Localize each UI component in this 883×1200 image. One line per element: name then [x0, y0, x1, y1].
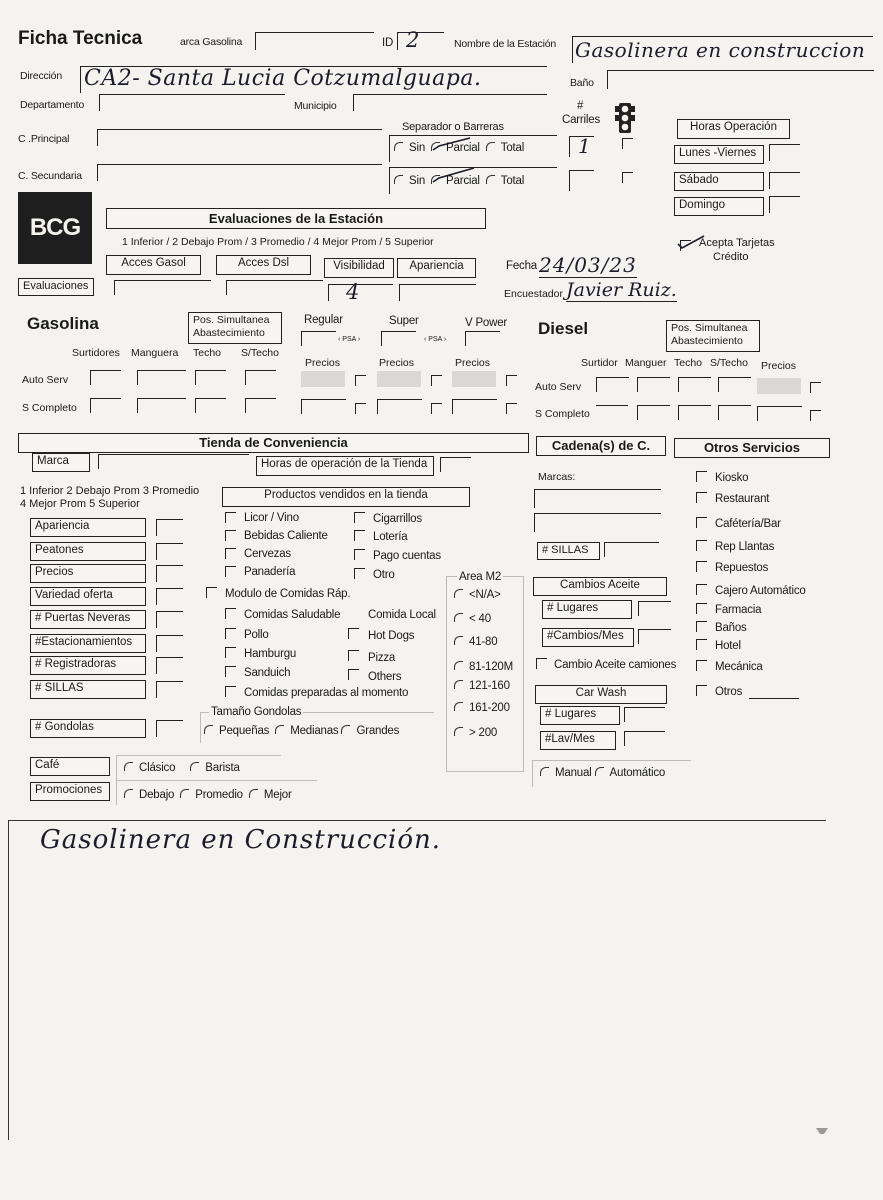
departamento-field[interactable] — [99, 94, 285, 111]
tienda-horas-field[interactable] — [440, 457, 471, 472]
producto-label: Pago cuentas — [373, 550, 441, 562]
area-option[interactable] — [454, 613, 491, 625]
tienda-row-field[interactable] — [156, 588, 183, 605]
otros-servicio-check[interactable] — [696, 660, 707, 671]
comida-label: Others — [368, 671, 402, 683]
radio-icon[interactable] — [454, 702, 463, 711]
lunes-viernes-label: Lunes -Viernes — [674, 145, 764, 164]
otros-servicio-check[interactable] — [696, 561, 707, 572]
comida-check[interactable] — [348, 650, 359, 661]
acces-gasol-field[interactable] — [114, 280, 211, 295]
tienda-row-field[interactable] — [156, 720, 183, 737]
tienda-row-field[interactable] — [156, 519, 183, 536]
producto-check[interactable] — [225, 530, 236, 541]
dsl-as-stecho[interactable] — [718, 377, 751, 392]
lav-mes-field[interactable] — [624, 731, 665, 746]
mangueras-label: Manguera — [131, 347, 179, 359]
producto-label: Lotería — [373, 531, 408, 543]
dsl-as-techo[interactable] — [678, 377, 711, 392]
dsl-sc-techo[interactable] — [678, 405, 711, 420]
diesel-title: Diesel — [538, 319, 589, 338]
gasolina-title: Gasolina — [27, 314, 99, 333]
otros-servicio-check[interactable] — [696, 621, 707, 632]
dsl-sc-manguer[interactable] — [637, 405, 670, 420]
dsl-sc-stecho[interactable] — [718, 405, 751, 420]
cadena-sillas-field[interactable] — [604, 542, 659, 557]
otros-servicio-label: Cafétería/Bar — [715, 518, 781, 530]
producto-label: Cervezas — [244, 548, 291, 560]
barreras-row-1[interactable]: Sin Parcial Total — [394, 142, 524, 154]
gas-sc-precio-vpower[interactable] — [452, 399, 497, 414]
otros-servicio-label: Rep Llantas — [715, 541, 775, 553]
area-option-label: 161-200 — [469, 702, 510, 714]
gas-as-surtidores[interactable] — [90, 370, 121, 385]
bcg-logo-text: BCG — [29, 214, 81, 241]
gas-as-precio-regular[interactable] — [301, 371, 345, 387]
barreras-title: Separador o Barreras — [402, 121, 504, 133]
tienda-marca-label: Marca — [32, 453, 90, 472]
lunes-viernes-field[interactable] — [769, 144, 800, 161]
comida-local-label: Comida Local — [368, 609, 436, 621]
credito-label: Crédito — [713, 251, 749, 263]
carwash-lugares-label: # Lugares — [540, 706, 620, 725]
area-option-label: 41-80 — [469, 636, 498, 648]
precios-label-3: Precios — [455, 357, 491, 369]
radio-icon[interactable] — [454, 589, 463, 598]
producto-check[interactable] — [354, 568, 365, 579]
municipio-label: Municipio — [294, 100, 337, 112]
carwash-lugares-field[interactable] — [624, 707, 665, 722]
notes-text[interactable]: Gasolinera en Construcción. — [40, 825, 441, 855]
area-option-label: 81-120M — [469, 661, 513, 673]
acces-dsl-field[interactable] — [226, 280, 323, 295]
gas-sc-mangueras[interactable] — [137, 398, 186, 413]
marca-gasolina-label: arca Gasolina — [180, 36, 243, 48]
producto-label: Otro — [373, 569, 395, 581]
super-label: Super — [389, 315, 419, 327]
otros-servicio-check[interactable] — [696, 471, 707, 482]
station-name-value: Gasolinera en construccion — [575, 38, 866, 62]
tienda-row-label: Peatones — [30, 542, 146, 561]
gas-sc-check-3[interactable] — [506, 403, 517, 414]
area-m2-title: Area M2 — [459, 571, 502, 583]
comida-label: Pizza — [368, 652, 396, 664]
carwash-type-options[interactable]: Manual Automático — [540, 767, 665, 779]
horas-operacion-header: Horas Operación — [677, 119, 790, 139]
aceite-cambios-mes-label: #Cambios/Mes — [542, 628, 634, 647]
otros-servicio-label: Kiosko — [715, 472, 749, 484]
carriles-check-1[interactable] — [622, 138, 633, 149]
area-m2-group — [446, 576, 524, 772]
encuestador-label: Encuestador — [504, 288, 563, 300]
producto-check[interactable] — [225, 512, 236, 523]
super-field[interactable] — [381, 331, 416, 346]
visibilidad-value: 4 — [346, 280, 360, 304]
otros-servicio-check[interactable] — [696, 603, 707, 614]
visibilidad-field[interactable] — [328, 284, 393, 301]
radio-icon[interactable] — [454, 636, 463, 645]
comida-label: Sanduich — [244, 667, 291, 679]
gas-as-check-2[interactable] — [431, 375, 442, 386]
sabado-field[interactable] — [769, 172, 800, 189]
precios-label-1: Precios — [305, 357, 341, 369]
saludable-label: Comidas Saludable — [244, 609, 341, 621]
carriles-hash: # — [577, 100, 584, 112]
area-option-label: < 40 — [469, 613, 491, 625]
calle-secundaria-field[interactable] — [97, 164, 382, 181]
tienda-row-label: Precios — [30, 564, 146, 583]
productos-header: Productos vendidos en la tienda — [222, 487, 470, 507]
producto-check[interactable] — [225, 548, 236, 559]
gas-sc-stecho[interactable] — [245, 398, 276, 413]
scroll-down-icon[interactable] — [816, 1128, 828, 1138]
aceite-lugares-label: # Lugares — [542, 600, 632, 619]
otros-servicio-check[interactable] — [696, 685, 707, 696]
radio-icon[interactable] — [454, 661, 463, 670]
vpower-field[interactable] — [465, 331, 500, 346]
cadena-header: Cadena(s) de C. — [536, 436, 666, 456]
comida-check[interactable] — [225, 628, 236, 639]
apariencia-label: Apariencia — [397, 258, 476, 278]
tienda-row-field[interactable] — [156, 565, 183, 582]
traffic-light-icon — [614, 102, 636, 134]
aceite-cambios-mes-field[interactable] — [638, 629, 671, 644]
otros-servicio-label: Hotel — [715, 640, 741, 652]
otros-servicio-check[interactable] — [696, 540, 707, 551]
comida-check[interactable] — [348, 669, 359, 680]
gas-as-mangueras[interactable] — [137, 370, 186, 385]
psa-2: ‹ PSA › — [424, 336, 447, 343]
gas-as-techo[interactable] — [195, 370, 226, 385]
tienda-row-field[interactable] — [156, 657, 183, 674]
bcg-logo — [18, 192, 92, 264]
cafe-label: Café — [30, 757, 110, 776]
gas-auto-serv-label: Auto Serv — [22, 374, 69, 386]
otros-servicio-label: Repuestos — [715, 562, 769, 574]
preparadas-check[interactable] — [225, 686, 236, 697]
otros-servicio-label: Baños — [715, 622, 747, 634]
tienda-horas-label: Horas de operación de la Tienda — [256, 456, 434, 476]
modulo-check[interactable] — [206, 587, 217, 598]
apariencia-field[interactable] — [399, 284, 476, 301]
area-option-label: <N/A> — [469, 589, 501, 601]
precios-label-2: Precios — [379, 357, 415, 369]
tienda-row-field[interactable] — [156, 611, 183, 628]
gas-sc-precio-super[interactable] — [377, 399, 422, 414]
domingo-field[interactable] — [769, 196, 800, 213]
producto-check[interactable] — [354, 512, 365, 523]
dsl-as-surtidor[interactable] — [596, 377, 629, 392]
gas-sc-precio-regular[interactable] — [301, 399, 346, 414]
visibilidad-label: Visibilidad — [324, 258, 394, 278]
otros-line[interactable] — [749, 698, 799, 699]
regular-label: Regular — [304, 314, 343, 326]
area-option[interactable] — [454, 636, 497, 648]
surtidores-label: Surtidores — [72, 347, 120, 359]
encuestador-value[interactable]: Javier Ruiz. — [566, 279, 677, 301]
gas-s-completo-label: S Completo — [22, 402, 77, 414]
departamento-label: Departamento — [20, 99, 85, 111]
otros-servicio-label: Restaurant — [715, 493, 770, 505]
evaluaciones-label: Evaluaciones — [18, 278, 94, 296]
modulo-label: Modulo de Comidas Ráp. — [225, 588, 351, 600]
aceite-lugares-field[interactable] — [638, 601, 671, 616]
gas-as-check-3[interactable] — [506, 375, 517, 386]
form-title: Ficha Tecnica — [18, 28, 143, 49]
comida-label: Hot Dogs — [368, 630, 415, 642]
area-option-label: 121-160 — [469, 680, 510, 692]
comida-label: Pollo — [244, 629, 269, 641]
tienda-row-label: Variedad oferta — [30, 587, 146, 606]
direccion-value: CA2- Santa Lucia Cotzumalguapa. — [84, 66, 482, 91]
gasolina-pos-simultanea: Pos. Simultanea Abastecimiento — [188, 312, 282, 344]
direccion-label: Dirección — [20, 70, 62, 82]
carriles-label: Carriles — [562, 114, 601, 126]
carriles-check-2[interactable] — [622, 172, 633, 183]
otros-servicio-label: Cajero Automático — [715, 585, 806, 597]
gas-sc-surtidores[interactable] — [90, 398, 121, 413]
gas-sc-techo[interactable] — [195, 398, 226, 413]
dsl-sc-surtidor[interactable] — [596, 405, 628, 420]
notes-left-border — [8, 820, 9, 1140]
marca-gasolina-field[interactable] — [255, 32, 374, 50]
barreras-row-2[interactable]: Sin Parcial Total — [394, 175, 524, 187]
station-name-label: Nombre de la Estación — [454, 38, 557, 50]
domingo-label: Domingo — [674, 197, 764, 216]
carwash-label: Car Wash — [535, 685, 667, 704]
parcial-check-marks — [430, 130, 490, 190]
preparadas-label: Comidas preparadas al momento — [244, 687, 409, 699]
radio-icon[interactable] — [454, 680, 463, 689]
gas-as-check-1[interactable] — [355, 375, 366, 386]
tienda-scale-2: 4 Mejor Prom 5 Superior — [20, 498, 140, 510]
tienda-row-label: # SILLAS — [30, 680, 146, 699]
carriles-field-2[interactable] — [569, 170, 594, 191]
tienda-row-label: #Estacionamientos — [30, 634, 146, 653]
calle-principal-field[interactable] — [97, 129, 382, 146]
dsl-as-manguer[interactable] — [637, 377, 670, 392]
acces-gasol-label: Acces Gasol — [106, 255, 201, 275]
id-field[interactable] — [397, 32, 444, 50]
area-option[interactable] — [454, 727, 497, 739]
calle-principal-label: C .Principal — [18, 133, 70, 145]
gas-sc-check-2[interactable] — [431, 403, 442, 414]
stecho-label: S/Techo — [241, 347, 279, 359]
fecha-value[interactable]: 24/03/23 — [539, 253, 637, 277]
camiones-check[interactable] — [536, 658, 547, 669]
area-option[interactable] — [454, 589, 501, 601]
psa-1: ‹ PSA › — [338, 336, 361, 343]
producto-label: Cigarrillos — [373, 513, 422, 525]
tienda-scale-1: 1 Inferior 2 Debajo Prom 3 Promedio — [20, 485, 200, 497]
cadena-marcas-field-1[interactable] — [534, 489, 661, 508]
bano-label: Baño — [570, 77, 594, 89]
comida-check[interactable] — [225, 666, 236, 677]
tienda-marca-field[interactable] — [98, 454, 249, 469]
promociones-label: Promociones — [30, 782, 110, 801]
bano-field[interactable] — [607, 70, 874, 89]
promociones-options[interactable]: Debajo Promedio Mejor — [124, 789, 292, 801]
area-option[interactable] — [454, 661, 513, 673]
dsl-sc-check[interactable] — [810, 410, 821, 421]
tienda-row-label: # Gondolas — [30, 719, 146, 738]
evaluaciones-scale: 1 Inferior / 2 Debajo Prom / 3 Promedio / 4 Mejor Prom / 5 Superior — [122, 236, 434, 248]
calle-secundaria-label: C. Secundaria — [18, 170, 82, 182]
id-value: 2 — [406, 28, 420, 52]
saludable-check[interactable] — [225, 608, 236, 619]
vpower-label: V Power — [465, 317, 508, 329]
otros-servicio-label: Otros — [715, 686, 743, 698]
municipio-field[interactable] — [353, 94, 547, 111]
tamano-label: Tamaño Gondolas — [211, 706, 302, 718]
otros-servicio-label: Mecánica — [715, 661, 763, 673]
tienda-row-label: # Puertas Neveras — [30, 610, 146, 629]
tienda-row-field[interactable] — [156, 543, 183, 560]
producto-label: Licor / Vino — [244, 512, 299, 524]
gas-as-precio-super[interactable] — [377, 371, 421, 387]
dsl-sc-precio[interactable] — [757, 406, 802, 421]
surtidor-label: Surtidor — [581, 357, 618, 369]
evaluaciones-header: Evaluaciones de la Estación — [106, 208, 486, 229]
techo-label: Techo — [193, 347, 222, 359]
otros-servicio-check[interactable] — [696, 517, 707, 528]
gas-as-precio-vpower[interactable] — [452, 371, 496, 387]
area-option[interactable] — [454, 680, 510, 692]
tienda-row-field[interactable] — [156, 635, 183, 652]
camiones-label: Cambio Aceite camiones — [554, 659, 677, 671]
gas-sc-check-1[interactable] — [355, 403, 366, 414]
comida-check[interactable] — [225, 647, 236, 658]
tienda-header: Tienda de Conveniencia — [18, 433, 529, 453]
area-option-label: > 200 — [469, 727, 498, 739]
cadena-sillas-label: # SILLAS — [537, 542, 600, 560]
regular-field[interactable] — [301, 331, 336, 346]
tienda-row-label: Apariencia — [30, 518, 146, 537]
carriles-value-1: 1 — [578, 134, 591, 158]
diesel-pos-simultanea: Pos. Simultanea Abastecimiento — [666, 320, 760, 352]
area-option[interactable] — [454, 702, 510, 714]
producto-label: Bebidas Caliente — [244, 530, 328, 542]
cadena-marcas-label: Marcas: — [538, 471, 576, 483]
lav-mes-label: #Lav/Mes — [540, 731, 616, 750]
diesel-auto-serv-label: Auto Serv — [535, 381, 582, 393]
gas-as-stecho[interactable] — [245, 370, 276, 385]
tienda-row-label: # Registradoras — [30, 656, 146, 675]
diesel-stecho-label: S/Techo — [710, 357, 748, 369]
cafe-options[interactable]: Clásico Barista — [124, 762, 240, 774]
id-label: ID — [382, 37, 394, 49]
cambios-aceite-label: Cambios Aceite — [533, 577, 667, 596]
acces-dsl-label: Acces Dsl — [216, 255, 311, 275]
comida-check[interactable] — [348, 628, 359, 639]
diesel-s-completo-label: S Completo — [535, 408, 590, 420]
tarjetas-label: Acepta Tarjetas — [699, 237, 775, 249]
cadena-marcas-field-2[interactable] — [534, 513, 661, 532]
producto-check[interactable] — [225, 566, 236, 577]
dsl-as-check[interactable] — [810, 382, 821, 393]
sabado-label: Sábado — [674, 172, 764, 191]
diesel-techo-label: Techo — [674, 357, 703, 369]
otros-servicios-header: Otros Servicios — [674, 438, 830, 458]
producto-check[interactable] — [354, 530, 365, 541]
otros-servicio-check[interactable] — [696, 584, 707, 595]
dsl-as-precio[interactable] — [757, 378, 801, 394]
otros-servicio-check[interactable] — [696, 639, 707, 650]
producto-check[interactable] — [354, 549, 365, 560]
otros-servicio-label: Farmacia — [715, 604, 762, 616]
fecha-label: Fecha — [506, 260, 537, 272]
otros-servicio-check[interactable] — [696, 492, 707, 503]
producto-label: Panadería — [244, 566, 296, 578]
tienda-row-field[interactable] — [156, 681, 183, 698]
tamano-options[interactable]: Pequeñas Medianas Grandes — [204, 725, 399, 737]
notes-top-border — [8, 820, 826, 821]
comida-label: Hamburgu — [244, 648, 297, 660]
diesel-precios-label: Precios — [761, 360, 797, 372]
radio-icon[interactable] — [454, 727, 463, 736]
radio-icon[interactable] — [454, 613, 463, 622]
manguer-label: Manguer — [625, 357, 667, 369]
